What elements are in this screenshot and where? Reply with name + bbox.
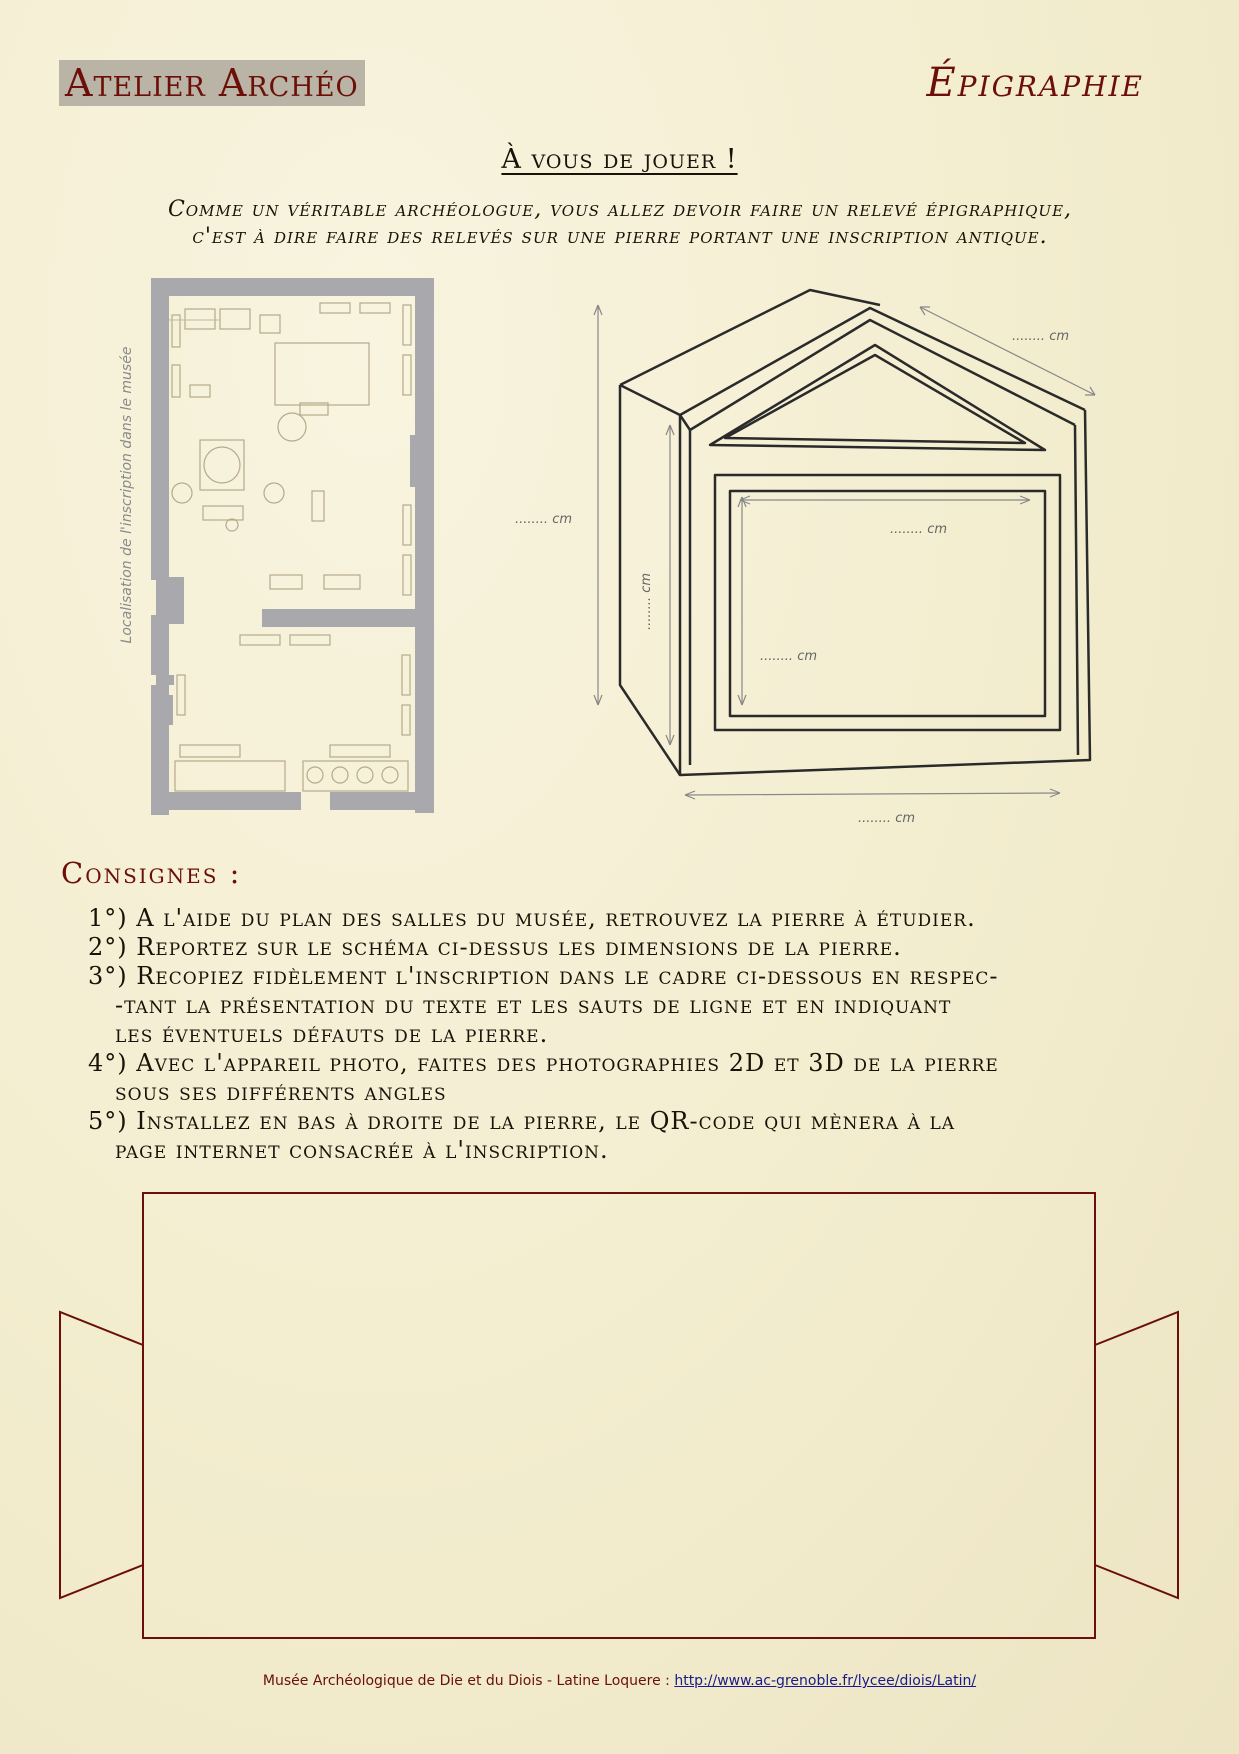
dim-inner-width: ........ cm <box>890 522 948 537</box>
instruction-line: les éventuels défauts de la pierre. <box>115 1020 549 1048</box>
consignes-title: Consignes : <box>61 856 242 890</box>
intro-text <box>40 196 1200 250</box>
stone-schema <box>515 285 1110 830</box>
instruction-line: 4°) Avec l'appareil photo, faites des photographies 2D et 3D de la pierre <box>88 1049 999 1077</box>
plan-walls <box>151 278 434 815</box>
instruction-line: 2°) Reportez sur le schéma ci-dessus les dimensions de la pierre. <box>88 933 902 961</box>
stone-outline <box>620 290 1090 775</box>
header-left-title: Atelier Archéo <box>59 60 365 106</box>
instruction-line: 5°) Installez en bas à droite de la pierre, le QR-code qui mènera à la <box>88 1107 956 1135</box>
dim-inner-height: ........ cm <box>760 649 818 664</box>
tablet-right-handle <box>1095 1312 1178 1598</box>
footer <box>0 1673 1239 1689</box>
instruction-line: -tant la présentation du texte et les sauts de ligne et en indiquant <box>115 991 952 1019</box>
museum-floor-plan <box>120 275 490 810</box>
instruction-line: 3°) Recopiez fidèlement l'inscription dans le cadre ci-dessous en respec- <box>88 962 999 990</box>
intro-line-1: Comme un véritable archéologue, vous allez devoir faire un relevé épigraphique, <box>167 197 1073 222</box>
intro-line-2: c'est à dire faire des relevés sur une pierre portant une inscription antique. <box>192 224 1048 249</box>
dim-top-slope: ........ cm <box>1012 329 1070 344</box>
instruction-line: page internet consacrée à l'inscription. <box>115 1136 609 1164</box>
section-title <box>0 144 1239 175</box>
footer-text: Musée Archéologique de Die et du Diois - Latine Loquere : <box>262 1673 675 1689</box>
inscription-box <box>143 1193 1095 1638</box>
dim-front-height: ........ cm <box>639 572 654 630</box>
dim-bottom-width: ........ cm <box>858 811 916 826</box>
plan-furniture <box>172 303 411 791</box>
inscription-frame <box>55 1190 1185 1645</box>
section-title-text: À vous de jouer ! <box>501 144 738 175</box>
tablet-left-handle <box>60 1312 143 1598</box>
instruction-line: sous ses différents angles <box>115 1078 447 1106</box>
instruction-line: 1°) A l'aide du plan des salles du musée, retrouvez la pierre à étudier. <box>88 904 976 932</box>
footer-link[interactable]: http://www.ac-grenoble.fr/lycee/diois/Latin/ <box>674 1673 977 1689</box>
instructions-list <box>88 904 1168 1165</box>
dim-left-height: ........ cm <box>515 512 573 527</box>
header-right-title: Épigraphie <box>926 60 1144 106</box>
plan-location-label: Localisation de l'inscription dans le musée <box>119 346 135 644</box>
